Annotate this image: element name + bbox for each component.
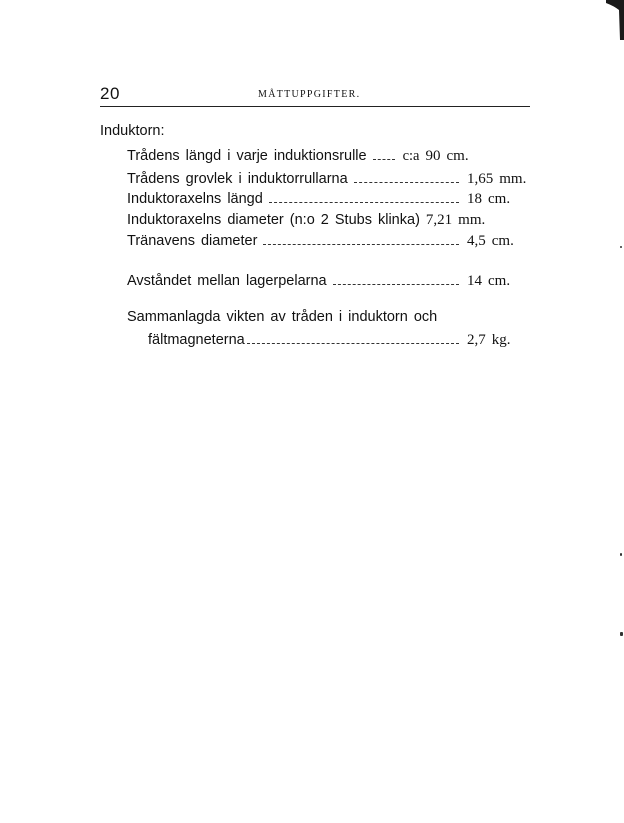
scan-speck — [620, 553, 622, 556]
weight-row — [148, 332, 527, 352]
spec-number: 7,21 — [425, 212, 453, 228]
spec-value — [467, 191, 527, 208]
weight-number: 2,7 — [467, 332, 486, 348]
spec-row — [127, 191, 527, 211]
dot-leader — [263, 233, 459, 245]
spec-unit: cm. — [446, 148, 469, 164]
dot-leader — [373, 148, 395, 160]
spec-label: Trådens grovlek i induktorrullarna — [127, 171, 348, 187]
spec-unit: mm. — [458, 212, 486, 228]
distance-row — [127, 273, 527, 293]
dot-leader — [247, 332, 459, 344]
spec-label: Tränavens diameter — [127, 233, 258, 249]
weight-unit: kg. — [491, 332, 511, 348]
spec-unit: mm. — [499, 171, 527, 187]
spec-label: Induktoraxelns längd — [127, 191, 263, 207]
spec-row — [127, 148, 527, 168]
spec-value — [426, 148, 486, 165]
distance-value — [467, 273, 527, 290]
dot-leader — [269, 191, 459, 203]
weight-value — [467, 332, 527, 349]
spec-number: 18 — [467, 191, 482, 207]
spec-number: 4,5 — [467, 233, 486, 249]
spec-value — [467, 171, 527, 188]
dot-leader — [354, 171, 459, 183]
spec-unit: cm. — [491, 233, 514, 249]
spec-value — [426, 212, 486, 229]
spec-row — [127, 171, 527, 191]
distance-label: Avståndet mellan lagerpelarna — [127, 273, 327, 289]
section-heading: Induktorn: — [100, 123, 165, 139]
spec-label: Trådens längd i varje induktionsrulle — [127, 148, 367, 164]
distance-unit: cm. — [488, 273, 511, 289]
spec-row — [127, 212, 527, 232]
spec-unit: cm. — [488, 191, 511, 207]
weight-label: fältmagneterna — [148, 332, 245, 348]
running-head: MÅTTUPPGIFTER. — [258, 89, 361, 100]
weight-line: Sammanlagda vikten av tråden i induktorn och — [127, 309, 438, 325]
spec-prefix: c:a — [402, 148, 420, 164]
spec-row — [127, 233, 527, 253]
distance-number: 14 — [467, 273, 482, 289]
scan-speck — [620, 632, 623, 636]
spec-number: 90 — [425, 148, 441, 164]
scan-speck — [620, 246, 622, 248]
page-number: 20 — [100, 84, 120, 103]
spec-label: Induktoraxelns diameter (n:o 2 Stubs klinka) — [127, 212, 420, 228]
dot-leader — [333, 273, 459, 285]
spec-value — [467, 233, 527, 250]
spec-number: 1,65 — [467, 171, 494, 187]
